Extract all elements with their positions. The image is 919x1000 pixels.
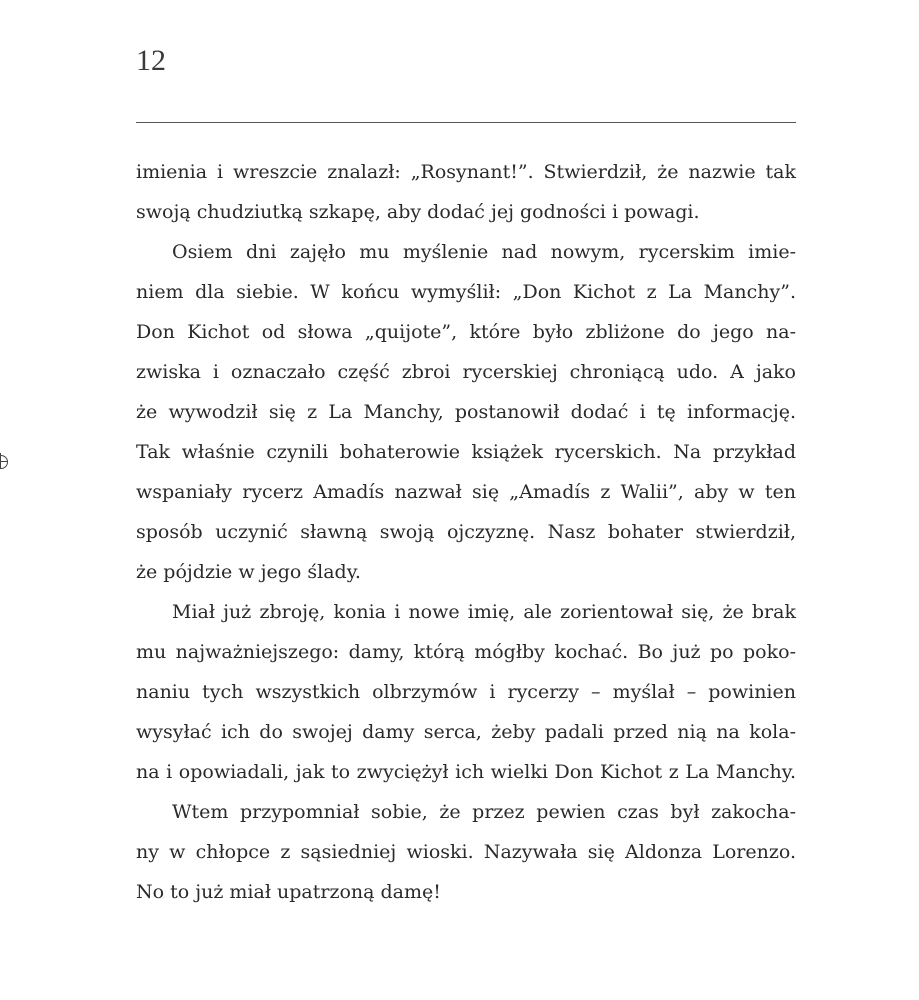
page-number: 12 bbox=[136, 44, 166, 77]
crop-mark-icon bbox=[0, 455, 8, 469]
text-line: Wtem przypomniał sobie, że przez pewien czas był zakocha- bbox=[172, 801, 796, 823]
paragraph bbox=[136, 152, 796, 232]
text-line: wysyłać ich do swojej damy serca, żeby padali przed nią na kola- bbox=[136, 721, 796, 743]
header-rule bbox=[136, 122, 796, 123]
text-line: swoją chudziutką szkapę, aby dodać jej godności i powagi. bbox=[136, 201, 700, 223]
text-line: naniu tych wszystkich olbrzymów i rycerzy – myślał – powinien bbox=[136, 681, 796, 703]
text-line: No to już miał upatrzoną damę! bbox=[136, 881, 441, 903]
text-line: imienia i wreszcie znalazł: „Rosynant!”. Stwierdził, że nazwie tak bbox=[136, 161, 796, 183]
text-line: ny w chłopce z sąsiedniej wioski. Nazywała się Aldonza Lorenzo. bbox=[136, 841, 796, 863]
paragraph bbox=[136, 592, 796, 792]
text-line: że wywodził się z La Manchy, postanowił dodać i tę informację. bbox=[136, 401, 796, 423]
text-line: sposób uczynić sławną swoją ojczyznę. Nasz bohater stwierdził, bbox=[136, 521, 796, 543]
text-line: Miał już zbroję, konia i nowe imię, ale zorientował się, że brak bbox=[172, 601, 796, 623]
text-line: że pójdzie w jego ślady. bbox=[136, 561, 361, 583]
paragraph bbox=[136, 792, 796, 912]
text-line: zwiska i oznaczało część zbroi rycerskiej chroniącą udo. A jako bbox=[136, 361, 796, 383]
text-line: Don Kichot od słowa „quijote”, które było zbliżone do jego na- bbox=[136, 321, 796, 343]
text-line: na i opowiadali, jak to zwyciężył ich wielki Don Kichot z La Manchy. bbox=[136, 761, 796, 783]
text-line: wspaniały rycerz Amadís nazwał się „Amadís z Walii”, aby w ten bbox=[136, 481, 796, 503]
text-line: mu najważniejszego: damy, którą mógłby kochać. Bo już po poko- bbox=[136, 641, 796, 663]
text-line: Tak właśnie czynili bohaterowie książek rycerskich. Na przykład bbox=[136, 441, 796, 463]
paragraph bbox=[136, 232, 796, 592]
text-line: Osiem dni zajęło mu myślenie nad nowym, rycerskim imie- bbox=[172, 241, 796, 263]
text-line: niem dla siebie. W końcu wymyślił: „Don Kichot z La Manchy”. bbox=[136, 281, 796, 303]
body-text bbox=[136, 152, 796, 912]
